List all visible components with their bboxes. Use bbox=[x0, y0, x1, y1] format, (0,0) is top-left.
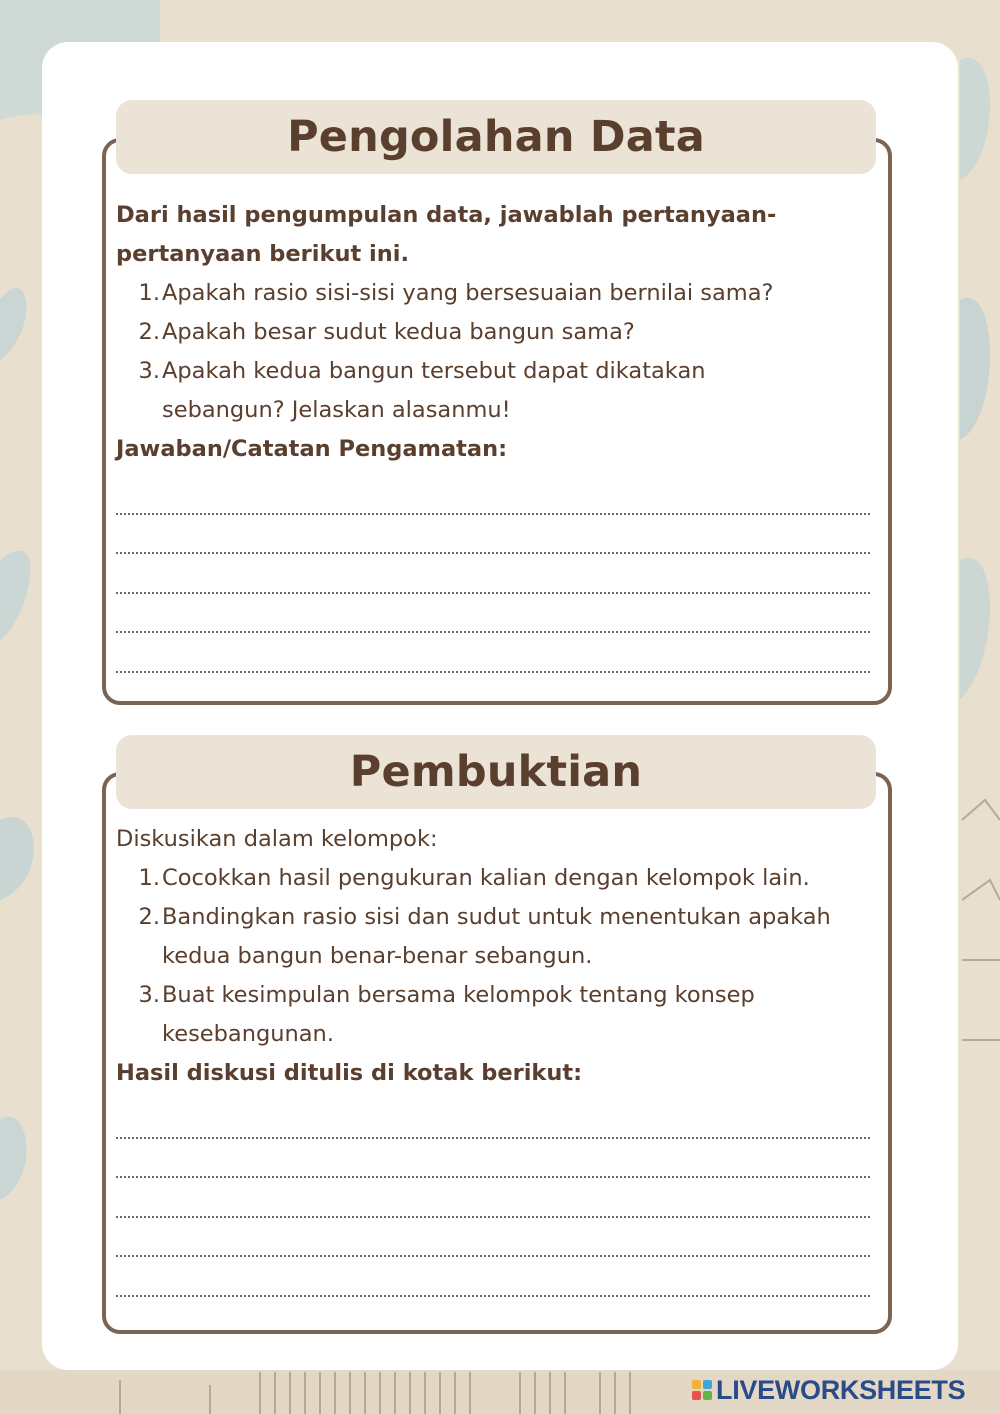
intro-line: pertanyaan berikut ini. bbox=[116, 241, 410, 267]
question-item bbox=[116, 352, 886, 430]
question-item bbox=[116, 274, 886, 313]
question-text: Apakah kedua bangun tersebut dapat dikatakan bbox=[162, 358, 706, 384]
result-line[interactable] bbox=[116, 1218, 870, 1258]
result-line[interactable] bbox=[116, 1099, 870, 1139]
result-label: Hasil diskusi ditulis di kotak berikut: bbox=[116, 1060, 583, 1086]
answer-line[interactable] bbox=[116, 633, 870, 673]
answer-line[interactable] bbox=[116, 554, 870, 594]
question-item bbox=[116, 313, 886, 352]
question-number: 1. bbox=[138, 280, 160, 306]
pengolahan-data-banner bbox=[116, 100, 876, 174]
question-text: Apakah rasio sisi-sisi yang bersesuaian bernilai sama? bbox=[162, 280, 774, 306]
question-text: Apakah besar sudut kedua bangun sama? bbox=[162, 319, 635, 345]
liveworksheets-logo-icon bbox=[692, 1380, 712, 1400]
step-number: 1. bbox=[138, 865, 160, 891]
intro-line: Dari hasil pengumpulan data, jawablah pertanyaan- bbox=[116, 202, 777, 228]
step-list bbox=[116, 859, 886, 1054]
step-text: Cocokkan hasil pengukuran kalian dengan kelompok lain. bbox=[162, 865, 810, 891]
intro-line: Diskusikan dalam kelompok: bbox=[116, 826, 438, 852]
result-line[interactable] bbox=[116, 1257, 870, 1297]
answer-line[interactable] bbox=[116, 475, 870, 515]
step-item bbox=[116, 859, 886, 898]
answer-lines[interactable] bbox=[116, 475, 886, 673]
answer-line[interactable] bbox=[116, 594, 870, 634]
question-list bbox=[116, 274, 886, 430]
step-text: Buat kesimpulan bersama kelompok tentang konsep bbox=[162, 982, 755, 1008]
logo-text: LIVEWORKSHEETS bbox=[716, 1374, 966, 1405]
step-text: kesebangunan. bbox=[162, 1021, 334, 1047]
step-item bbox=[116, 898, 886, 976]
section-title: Pembuktian bbox=[349, 747, 643, 797]
question-number: 2. bbox=[138, 319, 160, 345]
step-item bbox=[116, 976, 886, 1054]
pembuktian-banner bbox=[116, 735, 876, 809]
step-number: 3. bbox=[138, 982, 160, 1008]
step-text: Bandingkan rasio sisi dan sudut untuk menentukan apakah bbox=[162, 904, 831, 930]
pengolahan-data-content bbox=[116, 196, 886, 673]
step-number: 2. bbox=[138, 904, 160, 930]
result-line[interactable] bbox=[116, 1139, 870, 1179]
answer-line[interactable] bbox=[116, 515, 870, 555]
result-lines[interactable] bbox=[116, 1099, 886, 1297]
answer-label: Jawaban/Catatan Pengamatan: bbox=[116, 436, 508, 462]
step-text: kedua bangun benar-benar sebangun. bbox=[162, 943, 593, 969]
section-title: Pengolahan Data bbox=[287, 112, 705, 162]
result-line[interactable] bbox=[116, 1178, 870, 1218]
question-number: 3. bbox=[138, 358, 160, 384]
question-text: sebangun? Jelaskan alasanmu! bbox=[162, 397, 511, 423]
pembuktian-content bbox=[116, 820, 886, 1297]
liveworksheets-logo[interactable] bbox=[692, 1374, 966, 1405]
